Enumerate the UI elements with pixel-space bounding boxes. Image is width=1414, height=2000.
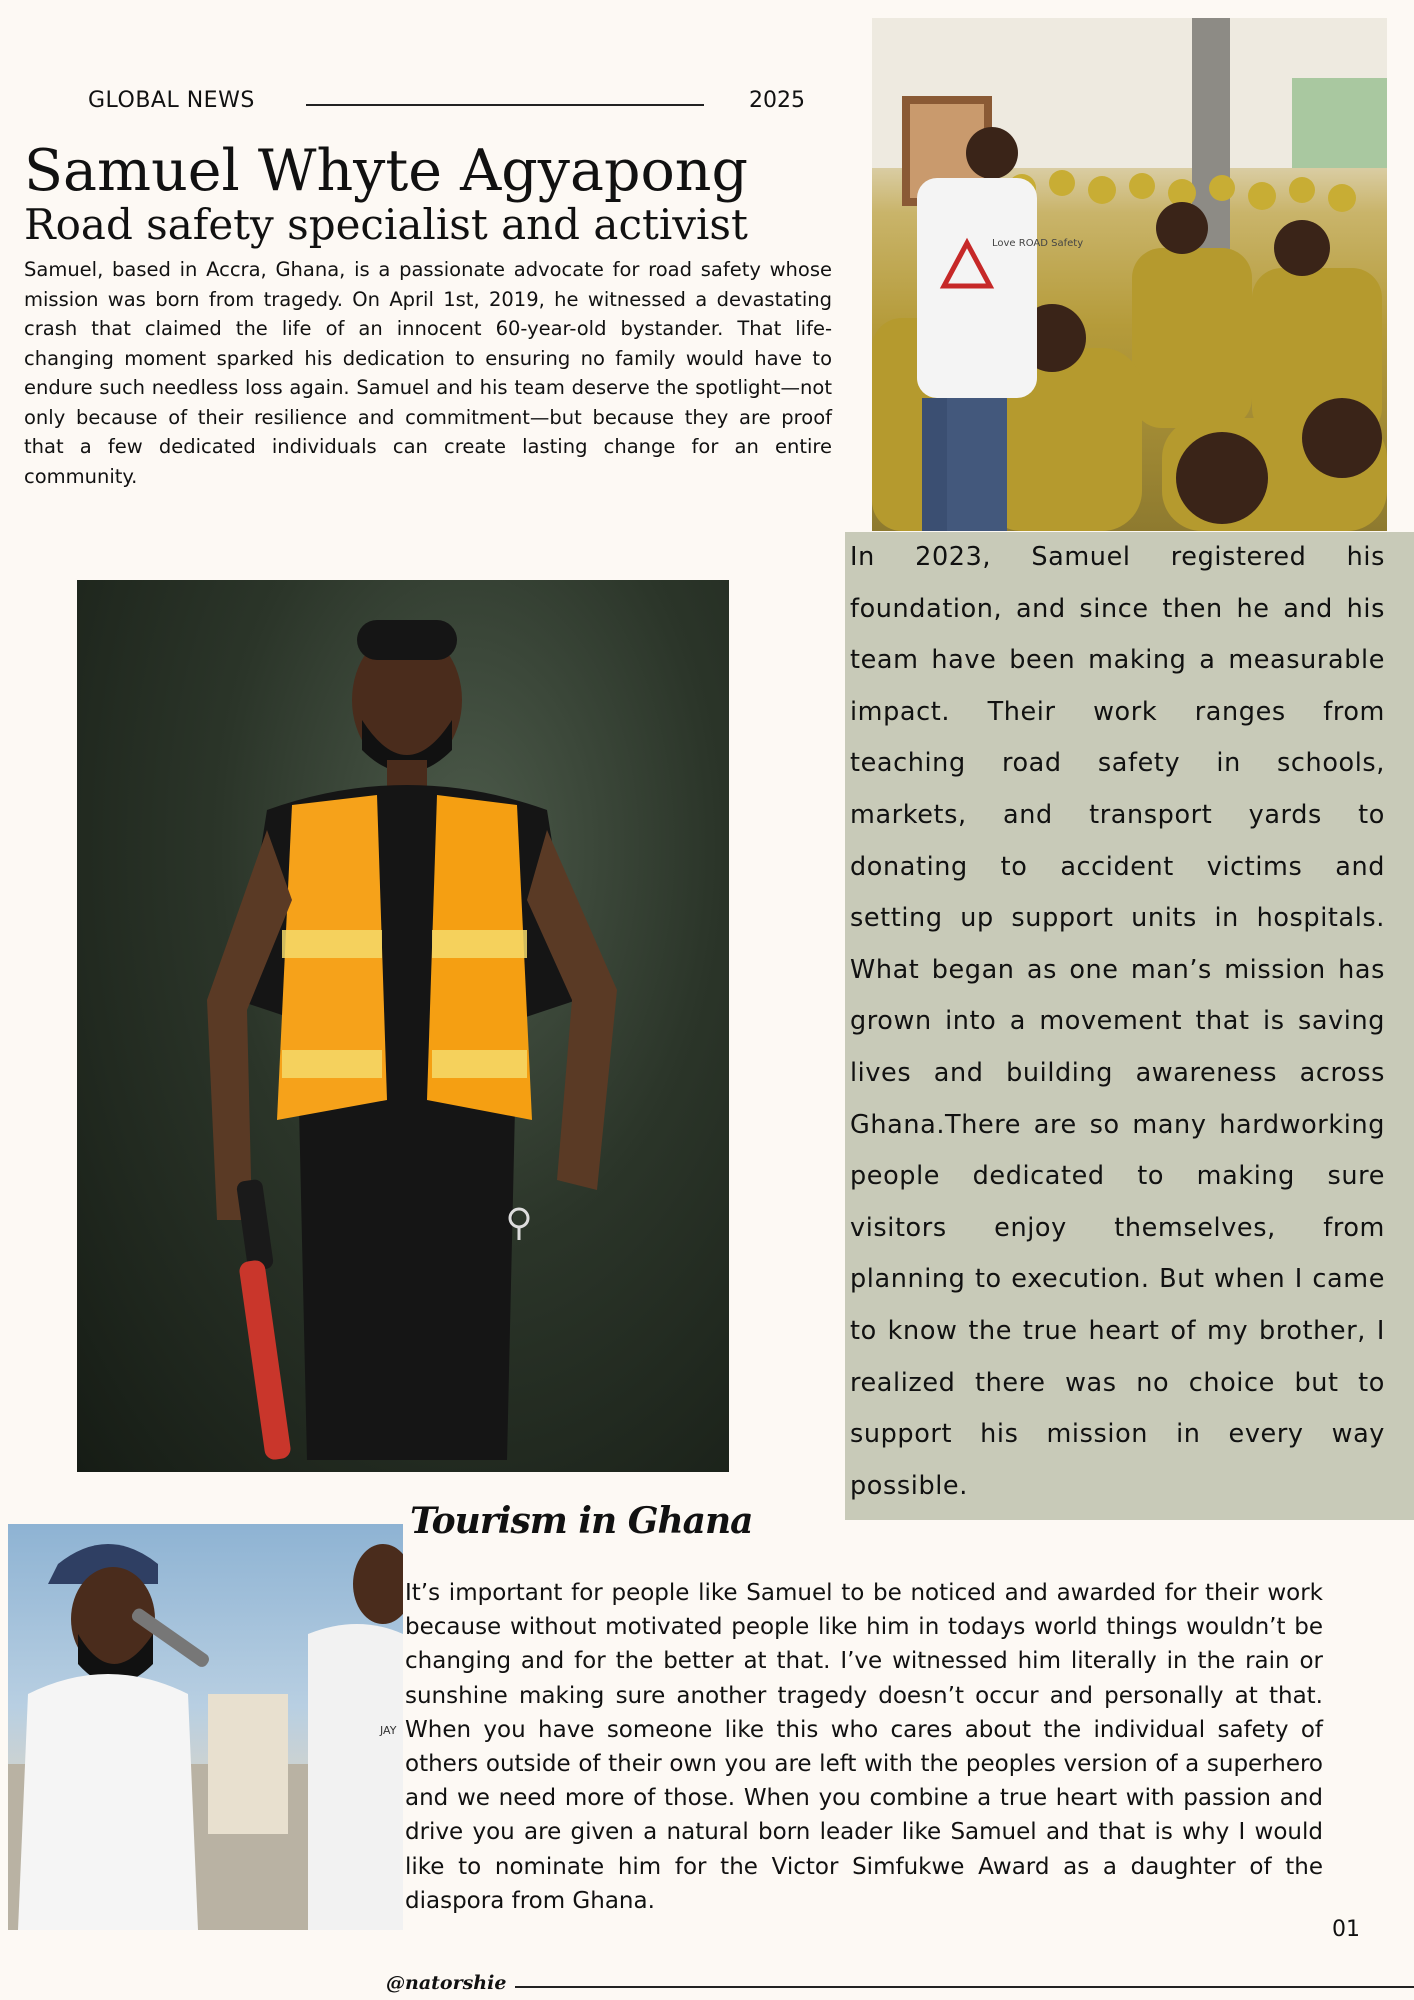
speaker-photo — [8, 1524, 403, 1930]
nomination-paragraph: It’s important for people like Samuel to be noticed and awarded for their work because without motivated people like him in todays world things wouldn’t be changing and for the better at that. I’ve witnessed him literally in the rain or sunshine making sure another tragedy doesn’t occur and personally at that. When you have someone like this who cares about the individual safety of others outside of their own you are left with the peoples version of a superhero and we need more of those. When you combine a true heart with passion and drive you are given a natural born leader like Samuel and that is why I would like to nominate him for the Victor Simfukwe Award as a daughter of the diaspora from Ghana. — [405, 1580, 1323, 1914]
shirt-print-bottom: JAY — [380, 1724, 397, 1737]
classroom-illustration — [872, 18, 1387, 531]
article-title: Samuel Whyte Agyapong — [24, 138, 748, 204]
speaker-illustration — [8, 1524, 403, 1930]
shirt-print: Love ROAD Safety — [992, 238, 1084, 249]
publication-kicker: GLOBAL NEWS — [88, 88, 255, 113]
article-subtitle: Road safety specialist and activist — [24, 200, 748, 249]
classroom-photo — [872, 18, 1387, 531]
location-pin-icon — [510, 1209, 528, 1227]
header-rule — [306, 104, 704, 106]
portrait-illustration — [77, 580, 729, 1472]
footer-rule — [515, 1986, 1414, 1988]
intro-paragraph: Samuel, based in Accra, Ghana, is a passionate advocate for road safety whose mission was born from tragedy. On April 1st, 2019, he witnessed a devastating crash that claimed the life of an innocent 60-year-old bystander. That life-changing moment sparked his dedication to ensuring no family would have to endure such needless loss again. Samuel and his team deserve the spotlight—not only because of their resilience and commitment—but because they are proof that a few dedicated individuals can create lasting change for an entire community. — [24, 258, 832, 488]
issue-year: 2025 — [749, 88, 805, 113]
author-handle: @natorshie — [386, 1972, 507, 1994]
story-panel-text: In 2023, Samuel registered his foundation, and since then he and his team have been making a measurable impact. Their work ranges from teaching road safety in schools, markets, and transport yards to donating to accident victims and setting up support units in hospitals. What began as one man’s mission has grown into a movement that is saving lives and building awareness across Ghana.There are so many hardworking people dedicated to making sure visitors enjoy themselves, from planning to execution. But when I came to know the true heart of my brother, I realized there was no choice but to support his mission in every way possible. — [850, 542, 1385, 1501]
page-number: 01 — [1332, 1917, 1360, 1942]
portrait-photo — [77, 580, 729, 1472]
section-heading: Tourism in Ghana — [410, 1500, 753, 1542]
